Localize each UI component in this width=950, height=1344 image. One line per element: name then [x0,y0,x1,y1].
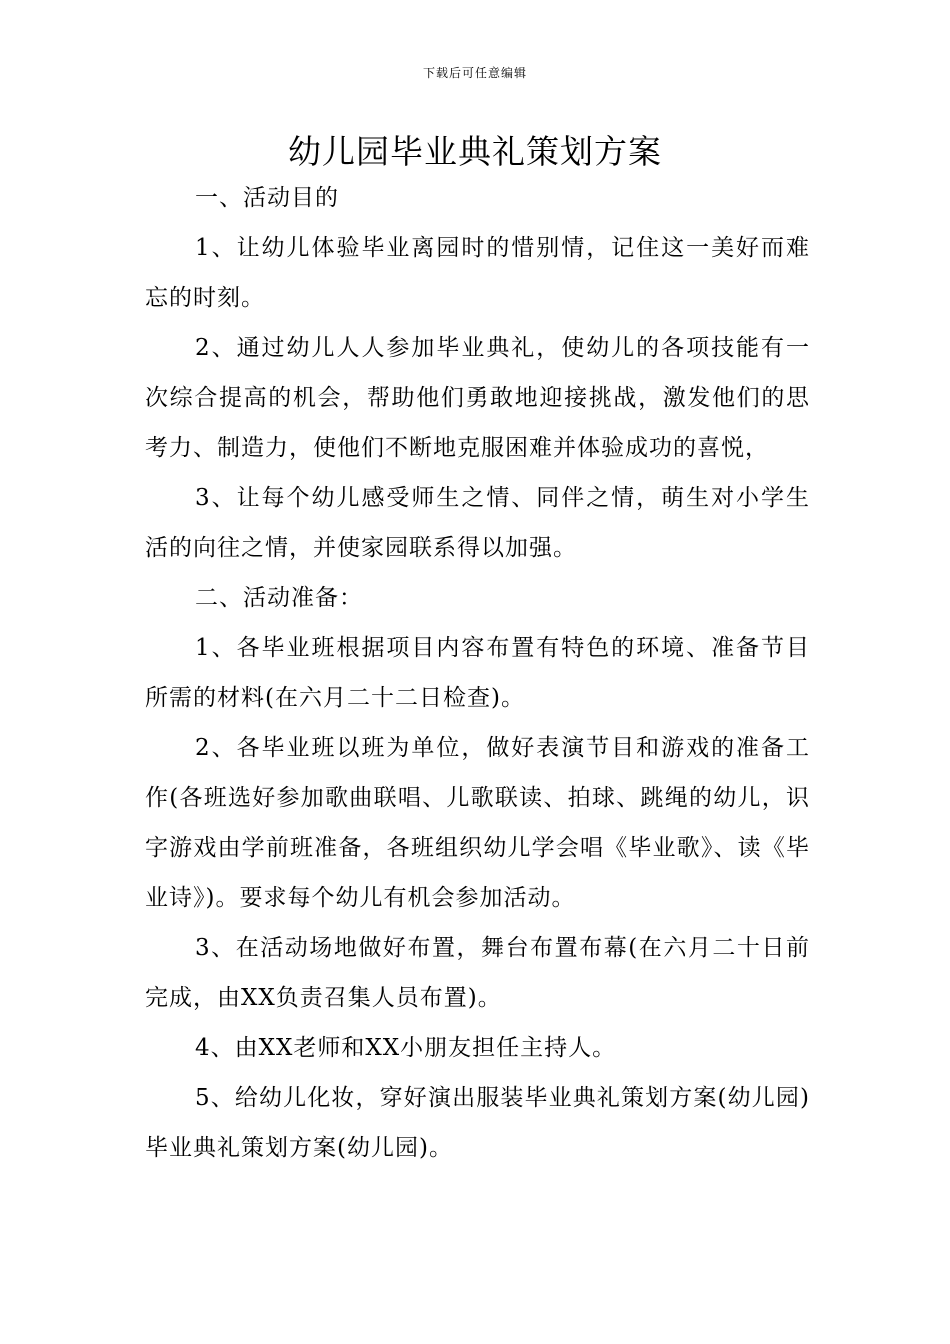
paragraph: 3、在活动场地做好布置，舞台布置布幕(在六月二十日前完成，由XX负责召集人员布置)。 [145,935,810,1011]
paragraph: 1、各毕业班根据项目内容布置有特色的环境、准备节目所需的材料(在六月二十二日检查)。 [145,635,810,711]
paragraph: 2、通过幼儿人人参加毕业典礼，使幼儿的各项技能有一次综合提高的机会，帮助他们勇敢地迎接挑战，激发他们的思考力、制造力，使他们不断地克服困难并体验成功的喜悦， [145,335,810,461]
section-heading-preparation: 二、活动准备： [195,585,363,611]
header-note: 下载后可任意编辑 [422,66,527,80]
section-heading-purpose: 一、活动目的 [195,185,339,211]
paragraph: 5、给幼儿化妆，穿好演出服装毕业典礼策划方案(幼儿园)毕业典礼策划方案(幼儿园)。 [145,1085,810,1161]
paragraph: 1、让幼儿体验毕业离园时的惜别情，记住这一美好而难忘的时刻。 [145,235,810,311]
document-title: 幼儿园毕业典礼策划方案 [288,132,662,171]
paragraph: 4、由XX老师和XX小朋友担任主持人。 [195,1035,617,1061]
document-body [145,173,810,1173]
paragraph: 2、各毕业班以班为单位，做好表演节目和游戏的准备工作(各班选好参加歌曲联唱、儿歌联读、拍球、跳绳的幼儿，识字游戏由学前班准备，各班组织幼儿学会唱《毕业歌》、读《毕业诗》)。要求每个幼儿有机会参加活动。 [145,735,810,911]
paragraph: 3、让每个幼儿感受师生之情、同伴之情，萌生对小学生活的向往之情，并使家园联系得以加强。 [145,485,810,561]
